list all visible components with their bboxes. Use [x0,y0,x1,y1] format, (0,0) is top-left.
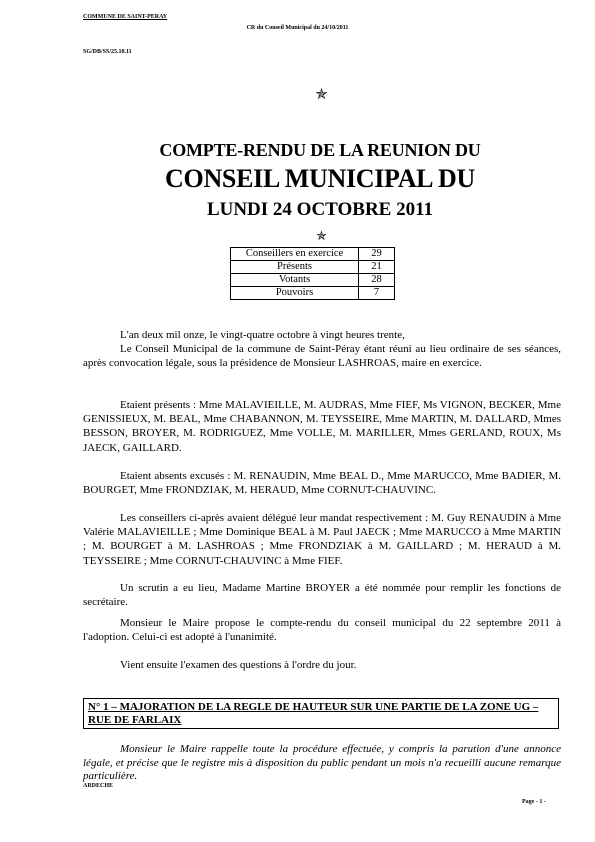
stat-label: Présents [231,261,359,274]
stat-value: 28 [359,274,395,287]
title-line-2: CONSEIL MUNICIPAL DU [165,164,475,193]
proxies-text: Les conseillers ci-après avaient délégué leur mandat respectivement : M. Guy RENAUDIN à Mme Valérie MALAVIEILLE ; Mme Dominique BEAL à M. Paul JAECK ; Mme MARUCCO à Mme MARTIN ; M. BOURGET à M. LASHROAS ; Mme FRONDZIAK à M. GAILLARD ; M. HERAUD à M. TEYSSEIRE ; Mme CORNUT-CHAUVINC à Mme FIEF. [83,512,561,567]
table-row [231,274,395,287]
stat-label: Conseillers en exercice [231,248,359,261]
header-reference: SG/DB/SS/25.10.11 [83,49,132,55]
opening-paragraphs [83,328,561,371]
page-number: Page - 1 - [522,799,546,805]
agenda-text: Vient ensuite l'examen des questions à l'ordre du jour. [120,659,357,671]
absent-members-text: Etaient absents excusés : M. RENAUDIN, Mme BEAL D., Mme MARUCCO, Mme BADIER, M. BOURGET, Mme FRONDZIAK, M. HERAUD, Mme CORNUT-CHAUVINC. [83,470,561,497]
footer-department: ARDECHE [83,783,114,789]
star-ornament-top: ✯ [315,87,328,103]
present-members-text: Etaient présents : Mme MALAVIEILLE, M. AUDRAS, Mme FIEF, Ms VIGNON, BECKER, Mme GENISSIEUX, M. BEAL, Mme CHABANNON, M. TEYSSEIRE, Mme MARTIN, M. DALLARD, Mmes BESSON, BROYER, M. RODRIGUEZ, Mme VOLLE, M. MARILLER, Mmes GERLAND, ROUX, Ms JAECK, GAILLARD. [83,399,561,454]
section-1-title: N° 1 – MAJORATION DE LA REGLE DE HAUTEUR SUR UNE PARTIE DE LA ZONE UG – RUE DE FARLAIX [83,698,559,729]
table-row [231,248,395,261]
stat-label: Votants [231,274,359,287]
table-row [231,287,395,300]
stat-value: 21 [359,261,395,274]
section-1-intro: Monsieur le Maire rappelle toute la procédure effectuée, y compris la parution d'une annonce légale, et précise que le registre mis à disposition du public pendant un mois n'a recueilli aucune remarque particulière. [83,743,561,782]
paragraph-session: Le Conseil Municipal de la commune de Saint-Péray étant réuni au lieu ordinaire de ses séances, après convocation légale, sous la présidence de Monsieur LASHROAS, maire en exercice. [83,343,561,370]
star-ornament-middle: ✯ [316,228,327,243]
header-document-title: CR du Conseil Municipal du 24/10/2011 [246,25,349,31]
paragraph-absent [83,469,561,497]
secretary-text: Un scrutin a eu lieu, Madame Martine BROYER a été nommée pour remplir les fonctions de secrétaire. [83,582,561,609]
adoption-text: Monsieur le Maire propose le compte-rendu du conseil municipal du 22 septembre 2011 à l'adoption. Celui-ci est adopté à l'unanimité. [83,617,561,644]
stat-value: 29 [359,248,395,261]
title-line-3: LUNDI 24 OCTOBRE 2011 [206,199,434,220]
table-row [231,261,395,274]
stat-value: 7 [359,287,395,300]
paragraph-secretary [83,581,561,609]
paragraph-proxies [83,511,561,568]
title-line-1: COMPTE-RENDU DE LA REUNION DU [159,140,481,160]
paragraph-adoption [83,616,561,644]
paragraph-present [83,398,561,455]
stat-label: Pouvoirs [231,287,359,300]
attendance-table [230,247,395,300]
paragraph-date: L'an deux mil onze, le vingt-quatre octobre à vingt heures trente, [120,329,405,341]
paragraph-agenda [83,658,561,672]
header-commune: COMMUNE DE SAINT-PERAY [83,14,168,20]
